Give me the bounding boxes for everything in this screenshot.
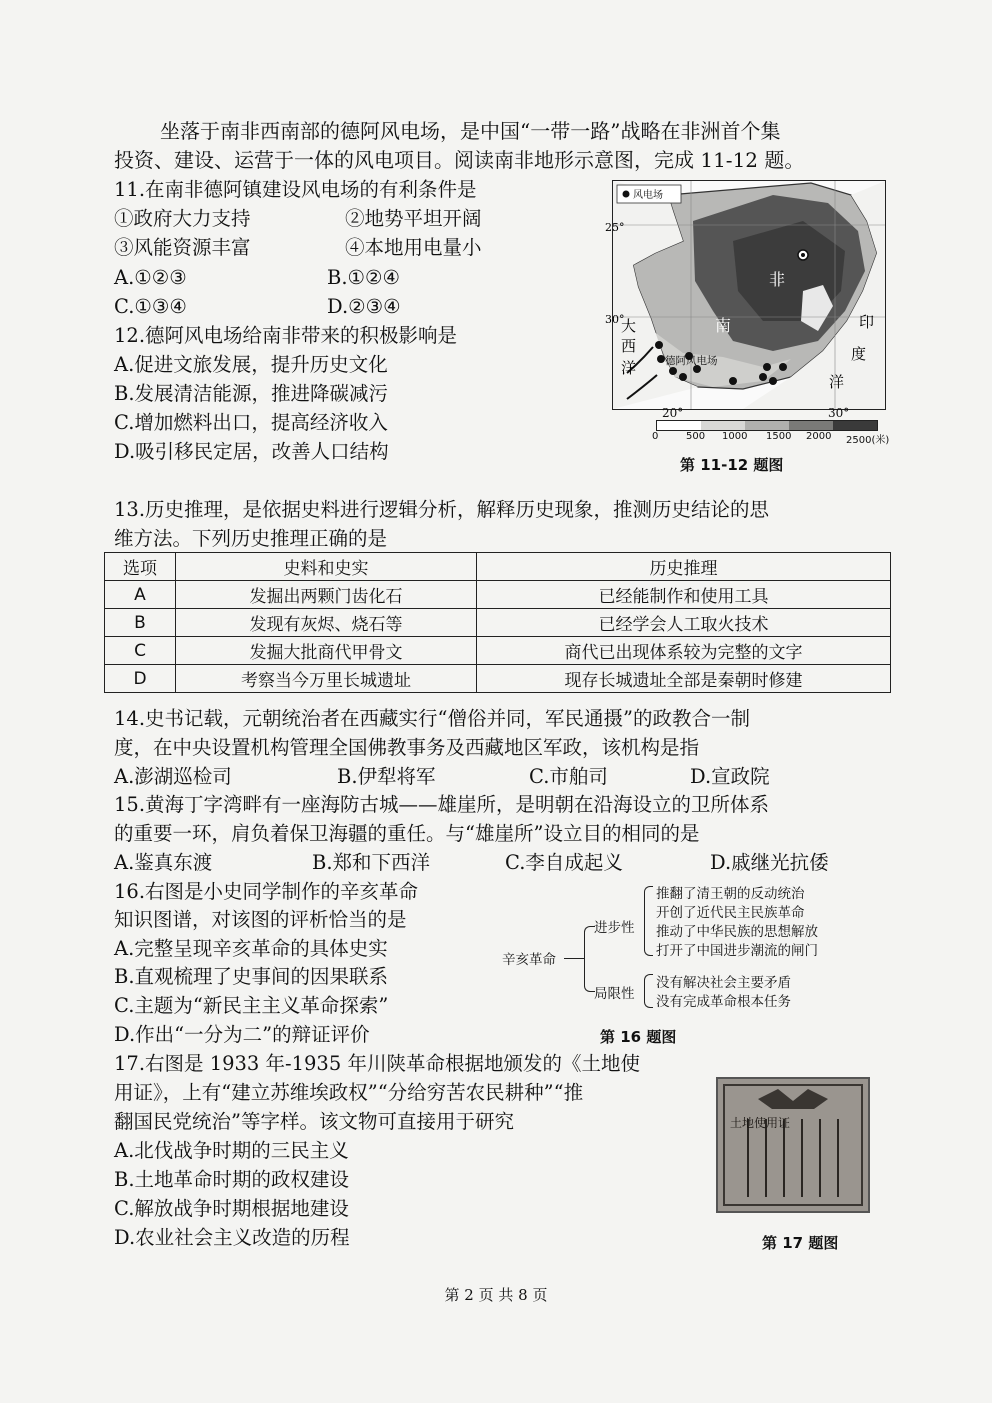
q17-option-b[interactable]: B.土地革命时期的政权建设 xyxy=(114,1168,350,1191)
q16-line-2: 知识图谱，对该图的评析恰当的是 xyxy=(114,908,407,931)
terrain-map-graphic xyxy=(605,181,885,409)
q11-condition-2: ②地势平坦开阔 xyxy=(345,207,482,230)
q14-option-d[interactable]: D.宣政院 xyxy=(690,765,770,788)
q13-line-1: 13.历史推理，是依据史料进行逻辑分析，解释历史现象，推测历史结论的思 xyxy=(114,498,770,521)
table-row[interactable] xyxy=(105,637,891,665)
history-reasoning-table xyxy=(104,552,891,693)
q11-option-d[interactable]: D.②③④ xyxy=(327,295,401,318)
q16-option-c[interactable]: C.主题为“新民主主义革命探索” xyxy=(114,994,389,1017)
row-c-option: C xyxy=(105,637,176,665)
ocean-west-2: 西 xyxy=(621,337,637,355)
scale-1000: 1000 xyxy=(722,431,748,442)
ocean-east-2: 度 xyxy=(851,345,867,363)
q11-stem: 11.在南非德阿镇建设风电场的有利条件是 xyxy=(114,178,477,201)
header-reasoning: 历史推理 xyxy=(477,553,891,581)
mindmap-item: 没有解决社会主要矛盾 xyxy=(656,975,791,991)
q16-option-d[interactable]: D.作出“一分为二”的辩证评价 xyxy=(114,1023,370,1046)
row-d-material: 考察当今万里长城遗址 xyxy=(176,665,477,693)
q14-line-2: 度，在中央设置机构管理全国佛教事务及西藏地区军政，该机构是指 xyxy=(114,736,700,759)
certificate-graphic xyxy=(718,1079,868,1211)
q11-option-c[interactable]: C.①③④ xyxy=(114,295,187,318)
q11-condition-3: ③风能资源丰富 xyxy=(114,236,251,259)
q17-line-3: 翻国民党统治”等字样。该文物可直接用于研究 xyxy=(114,1110,514,1133)
row-a-option: A xyxy=(105,581,176,609)
lon-20-label: 20° xyxy=(662,406,684,420)
map-caption: 第 11-12 题图 xyxy=(680,456,784,474)
intro-line-2: 投资、建设、运营于一体的风电项目。阅读南非地形示意图，完成 11-12 题。 xyxy=(114,148,805,172)
land-certificate-photo xyxy=(716,1077,870,1213)
scale-2500: 2500(米) xyxy=(846,435,890,446)
mindmap-item: 推动了中华民族的思想解放 xyxy=(656,924,818,940)
q11-condition-1: ①政府大力支持 xyxy=(114,207,251,230)
scale-0: 0 xyxy=(652,431,659,442)
intro-line-1: 坐落于南非西南部的德阿风电场，是中国“一带一路”战略在非洲首个集 xyxy=(160,119,781,143)
q17-option-d[interactable]: D.农业社会主义改造的历程 xyxy=(114,1226,350,1249)
mindmap-root: 辛亥革命 xyxy=(502,952,556,968)
mindmap-item: 没有完成革命根本任务 xyxy=(656,994,791,1010)
south-africa-map xyxy=(605,180,886,410)
q12-option-d[interactable]: D.吸引移民定居，改善人口结构 xyxy=(114,440,389,463)
q14-option-a[interactable]: A.澎湖巡检司 xyxy=(114,765,232,788)
table-row[interactable] xyxy=(105,665,891,693)
q12-stem: 12.德阿风电场给南非带来的积极影响是 xyxy=(114,324,458,347)
wind-farm-label: 德阿风电场 xyxy=(665,355,718,367)
elevation-scale-bar xyxy=(656,420,878,431)
ocean-west-3: 洋 xyxy=(621,359,637,377)
scale-1500: 1500 xyxy=(766,431,792,442)
mindmap-branch-limit: 局限性 xyxy=(594,986,635,1002)
row-d-option: D xyxy=(105,665,176,693)
row-a-material: 发掘出两颗门齿化石 xyxy=(176,581,477,609)
lat-25-label: 25° xyxy=(605,221,625,234)
q11-condition-4: ④本地用电量小 xyxy=(345,236,482,259)
xinhai-mindmap xyxy=(500,882,870,1012)
q16-option-a[interactable]: A.完整呈现辛亥革命的具体史实 xyxy=(114,937,388,960)
row-c-material: 发掘大批商代甲骨文 xyxy=(176,637,477,665)
row-b-material: 发现有灰烬、烧石等 xyxy=(176,609,477,637)
q15-line-2: 的重要一环，肩负着保卫海疆的重任。与“雄崖所”设立目的相同的是 xyxy=(114,822,700,845)
mindmap-branch-progress: 进步性 xyxy=(594,920,635,936)
mindmap-bracket-2 xyxy=(644,974,653,1008)
q11-option-a[interactable]: A.①②③ xyxy=(114,266,187,289)
q17-option-c[interactable]: C.解放战争时期根据地建设 xyxy=(114,1197,349,1220)
page-footer: 第 2 页 共 8 页 xyxy=(444,1286,548,1304)
cert-title: 土地使用证 xyxy=(730,1116,791,1130)
table-row[interactable] xyxy=(105,609,891,637)
table-header-row xyxy=(105,553,891,581)
q14-option-c[interactable]: C.市舶司 xyxy=(529,765,608,788)
q17-line-2: 用证》，上有“建立苏维埃政权”“分给穷苦农民耕种”“推 xyxy=(114,1081,584,1104)
row-b-option: B xyxy=(105,609,176,637)
q15-line-1: 15.黄海丁字湾畔有一座海防古城——雄崖所，是明朝在沿海设立的卫所体系 xyxy=(114,793,770,816)
q11-option-b[interactable]: B.①②④ xyxy=(327,266,400,289)
table-row[interactable] xyxy=(105,581,891,609)
mindmap-item: 开创了近代民主民族革命 xyxy=(656,905,805,921)
lat-30-label: 30° xyxy=(605,313,625,326)
q15-option-c[interactable]: C.李自成起义 xyxy=(505,851,623,874)
header-material: 史料和史实 xyxy=(176,553,477,581)
certificate-caption: 第 17 题图 xyxy=(762,1234,839,1252)
map-label-nan: 南 xyxy=(715,316,732,335)
scale-2000: 2000 xyxy=(806,431,832,442)
ocean-west-1: 大 xyxy=(621,317,637,335)
ocean-east-1: 印 xyxy=(859,313,875,331)
q17-option-a[interactable]: A.北伐战争时期的三民主义 xyxy=(114,1139,349,1162)
row-b-reasoning: 已经学会人工取火技术 xyxy=(477,609,891,637)
header-option: 选项 xyxy=(105,553,176,581)
q14-option-b[interactable]: B.伊犁将军 xyxy=(337,765,436,788)
mindmap-connector xyxy=(564,958,584,959)
q16-line-1: 16.右图是小史同学制作的辛亥革命 xyxy=(114,880,419,903)
scale-500: 500 xyxy=(686,431,706,442)
mindmap-item: 打开了中国进步潮流的闸门 xyxy=(656,943,818,959)
q12-option-c[interactable]: C.增加燃料出口，提高经济收入 xyxy=(114,411,388,434)
q13-line-2: 维方法。下列历史推理正确的是 xyxy=(114,527,388,550)
row-d-reasoning: 现存长城遗址全部是秦朝时修建 xyxy=(477,665,891,693)
mindmap-caption: 第 16 题图 xyxy=(600,1028,677,1046)
ocean-east-3: 洋 xyxy=(829,373,845,391)
q12-option-b[interactable]: B.发展清洁能源，推进降碳减污 xyxy=(114,382,389,405)
lon-30-label: 30° xyxy=(828,406,850,420)
row-c-reasoning: 商代已出现体系较为完整的文字 xyxy=(477,637,891,665)
q12-option-a[interactable]: A.促进文旅发展，提升历史文化 xyxy=(114,353,388,376)
q15-option-a[interactable]: A.鉴真东渡 xyxy=(114,851,213,874)
q14-line-1: 14.史书记载，元朝统治者在西藏实行“僧俗并同，军民通摄”的政教合一制 xyxy=(114,707,750,730)
map-label-fei: 非 xyxy=(769,270,786,289)
legend-label: 风电场 xyxy=(633,190,663,201)
q15-option-b[interactable]: B.郑和下西洋 xyxy=(312,851,431,874)
q16-option-b[interactable]: B.直观梳理了史事间的因果联系 xyxy=(114,965,389,988)
q17-line-1: 17.右图是 1933 年-1935 年川陕革命根据地颁发的《土地使 xyxy=(114,1052,640,1075)
mindmap-bracket-1 xyxy=(644,886,653,956)
row-a-reasoning: 已经能制作和使用工具 xyxy=(477,581,891,609)
q15-option-d[interactable]: D.戚继光抗倭 xyxy=(710,851,829,874)
mindmap-item: 推翻了清王朝的反动统治 xyxy=(656,886,805,902)
